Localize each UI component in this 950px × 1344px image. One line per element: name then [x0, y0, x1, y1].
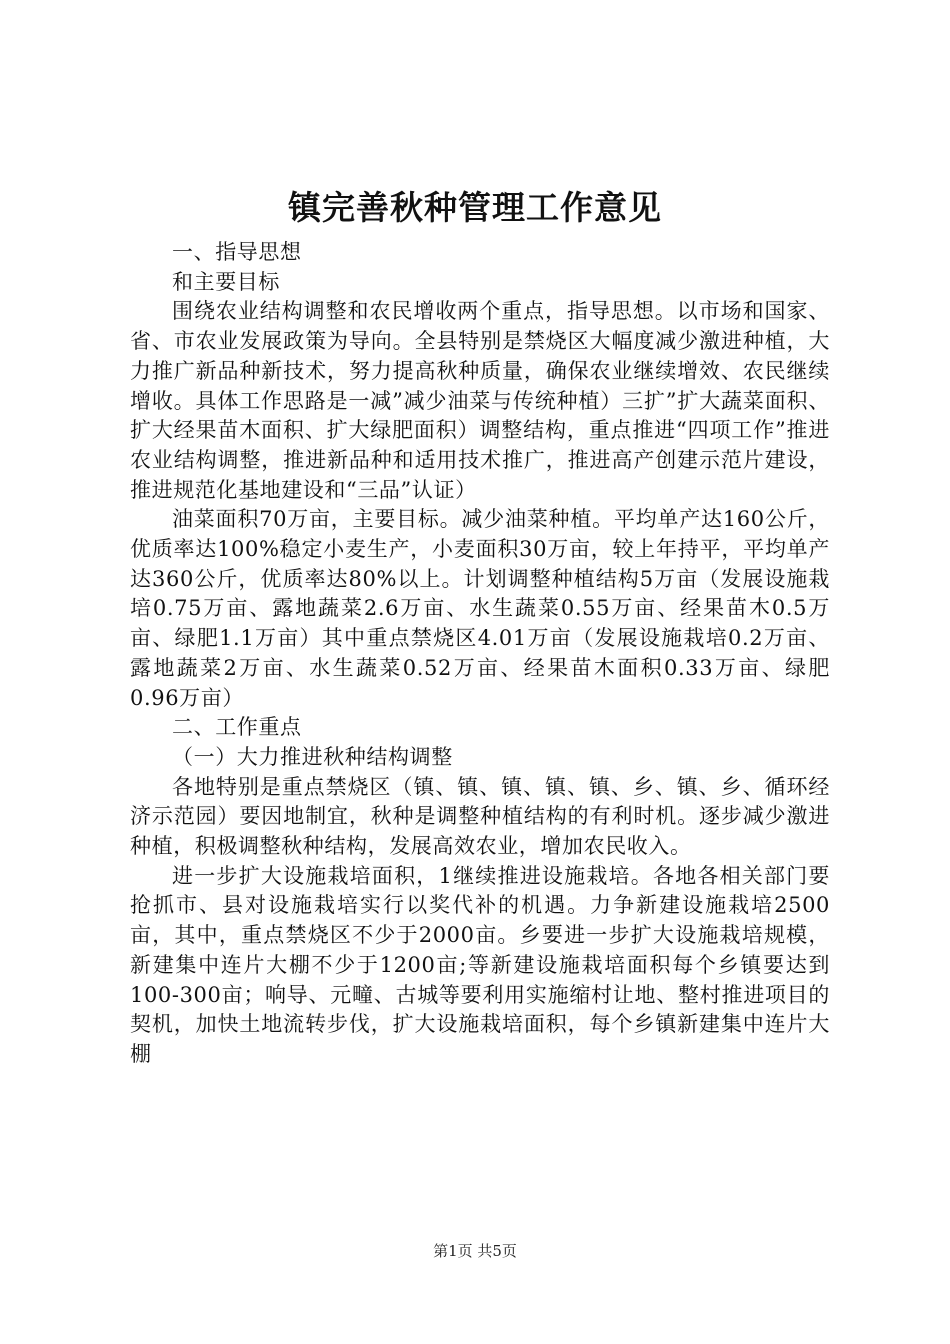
document-body	[130, 238, 830, 1070]
section-heading-goals: 和主要目标	[172, 269, 280, 294]
paragraph-main-goals: 油菜面积70万亩，主要目标。减少油菜种植。平均单产达160公斤，优质率达100%稳定小麦生产，小麦面积30万亩，较上年持平，平均单产达360公斤，优质率达80%以上。计划调整种植结构5万亩（发展设施栽培0.75万亩、露地蔬菜2.6万亩、水生蔬菜0.55万亩、经果苗木0.5万亩、绿肥1.1万亩）其中重点禁烧区4.01万亩（发展设施栽培0.2万亩、露地蔬菜2万亩、水生蔬菜0.52万亩、经果苗木面积0.33万亩、绿肥0.96万亩）	[130, 507, 830, 710]
section-heading-work-focus: 二、工作重点	[172, 715, 302, 740]
subsection-heading-structure-adjustment: （一）大力推进秋种结构调整	[172, 744, 453, 769]
page-footer: 第1页 共5页	[433, 1242, 517, 1260]
paragraph-burning-ban-areas: 各地特别是重点禁烧区（镇、镇、镇、镇、镇、乡、镇、乡、循环经济示范园）要因地制宜，秋种是调整种植结构的有利时机。逐步减少激进种植，积极调整秋种结构，发展高效农业，增加农民收入。	[130, 774, 830, 859]
paragraph-facility-cultivation: 进一步扩大设施栽培面积，1继续推进设施栽培。各地各相关部门要抢抓市、县对设施栽培实行以奖代补的机遇。力争新建设施栽培2500亩，其中，重点禁烧区不少于2000亩。乡要进一步扩大设施栽培规模，新建集中连片大棚不少于1200亩;等新建设施栽培面积每个乡镇要达到100-300亩；响导、元疃、古城等要利用实施缩村让地、整村推进项目的契机，加快土地流转步伐，扩大设施栽培面积，每个乡镇新建集中连片大棚	[130, 863, 830, 1066]
document-title: 镇完善秋种管理工作意见	[288, 188, 662, 227]
paragraph-guiding-thought: 围绕农业结构调整和农民增收两个重点，指导思想。以市场和国家、省、市农业发展政策为导向。全县特别是禁烧区大幅度减少激进种植，大力推广新品种新技术，努力提高秋种质量，确保农业继续增效、农民继续增收。具体工作思路是一减”减少油菜与传统种植）三扩”扩大蔬菜面积、扩大经果苗木面积、扩大绿肥面积）调整结构，重点推进“四项工作”推进农业结构调整，推进新品种和适用技术推广，推进高产创建示范片建设，推进规范化基地建设和“三品”认证）	[130, 299, 830, 502]
section-heading-guiding: 一、指导思想	[172, 240, 302, 264]
